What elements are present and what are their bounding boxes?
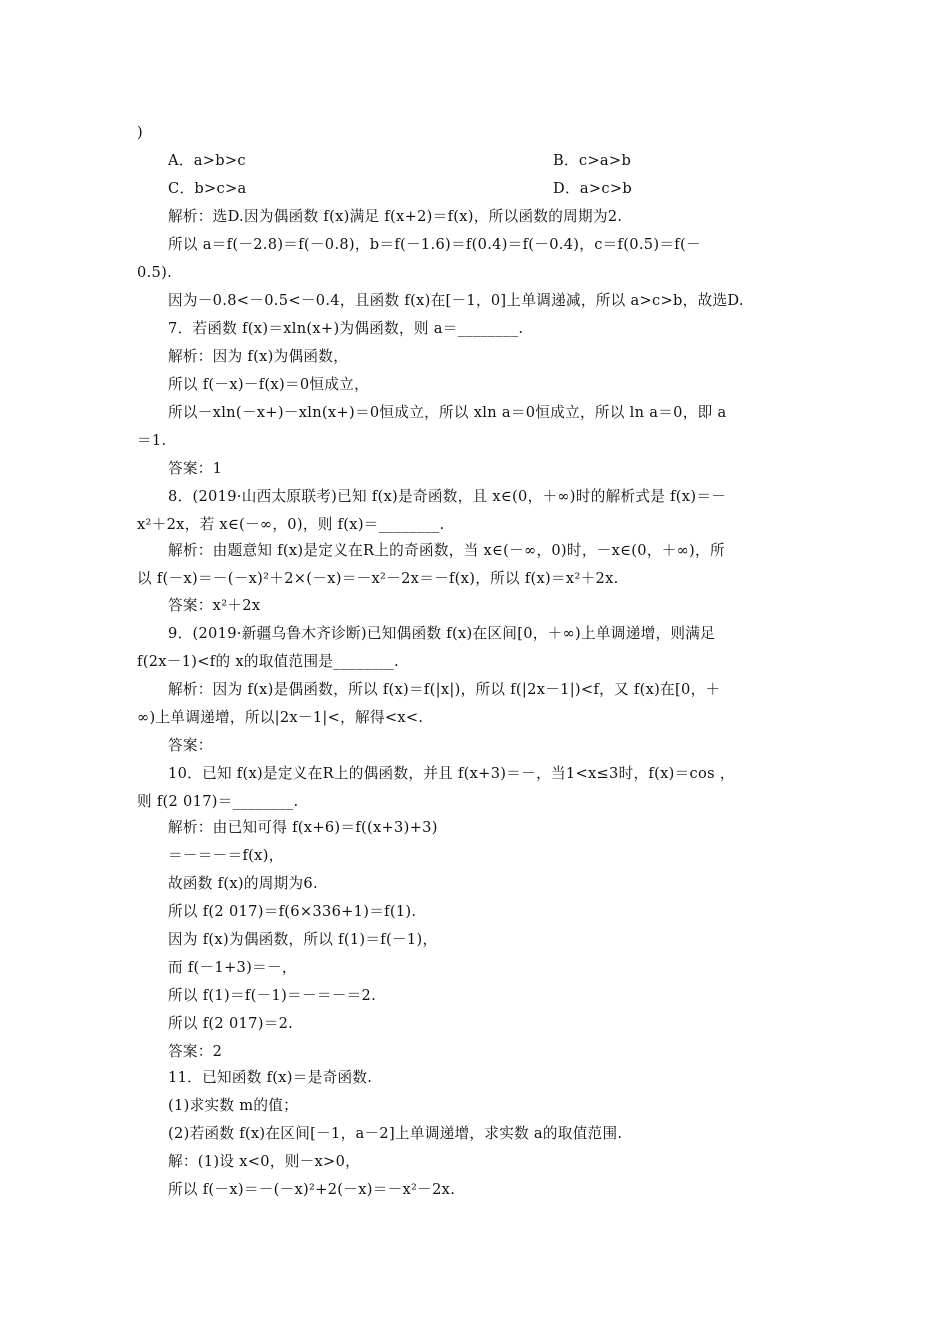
text-line: 解：(1)设 x<0，则－x>0， bbox=[168, 1153, 361, 1170]
text-line: 而 f(－1+3)＝－， bbox=[168, 959, 297, 976]
text-line: ＝1. bbox=[137, 432, 167, 449]
text-line: ∞)上单调递增，所以|2x－1|<，解得<x<. bbox=[137, 709, 424, 726]
text-line: 以 f(－x)＝－(－x)²＋2×(－x)＝－x²－2x＝－f(x)，所以 f(x)＝x²＋2x. bbox=[137, 570, 619, 587]
option-d: D．a>c>b bbox=[553, 180, 633, 197]
text-line: 0.5). bbox=[137, 264, 173, 281]
text-line: 所以 f(2 017)＝2. bbox=[168, 1015, 294, 1032]
answer-line: 答案：2 bbox=[168, 1043, 223, 1060]
text-line: 所以 f(－x)－f(x)＝0恒成立， bbox=[168, 376, 370, 393]
text-line: 解析：因为 f(x)是偶函数，所以 f(x)＝f(|x|)，所以 f(|2x－1|)<f，又 f(x)在[0，＋ bbox=[168, 681, 721, 698]
text-line: (1)求实数 m的值； bbox=[168, 1097, 299, 1114]
text-line: 所以 f(1)＝f(－1)＝－＝－＝2. bbox=[168, 987, 377, 1004]
question-10: 10．已知 f(x)是定义在R上的偶函数，并且 f(x+3)＝－，当1<x≤3时，f(x)＝cos ， bbox=[168, 765, 735, 782]
text-line: 所以－xln(－x+)－xln(x+)＝0恒成立，所以 xln a＝0恒成立，所以 ln a＝0，即 a bbox=[168, 404, 727, 421]
question-8: 8．(2019·山西太原联考)已知 f(x)是奇函数，且 x∈(0，＋∞)时的解析式是 f(x)＝－ bbox=[168, 488, 727, 505]
text-line: 则 f(2 017)＝________. bbox=[137, 793, 299, 810]
text-line: ) bbox=[137, 124, 143, 141]
answer-line: 答案：1 bbox=[168, 460, 223, 477]
text-line: 解析：因为 f(x)为偶函数， bbox=[168, 348, 349, 365]
option-c: C．b>c>a bbox=[168, 180, 247, 197]
text-line: 解析：由已知可得 f(x+6)＝f((x+3)+3) bbox=[168, 819, 438, 836]
question-7: 7．若函数 f(x)＝xln(x+)为偶函数，则 a＝________. bbox=[168, 320, 524, 337]
text-line: 因为 f(x)为偶函数，所以 f(1)＝f(－1)， bbox=[168, 931, 438, 948]
text-line: 所以 f(－x)＝－(－x)²+2(－x)＝－x²－2x. bbox=[168, 1181, 456, 1198]
text-line: x²＋2x，若 x∈(－∞，0)，则 f(x)＝________. bbox=[137, 516, 445, 533]
answer-line: 答案：x²＋2x bbox=[168, 597, 261, 614]
text-line: ＝－＝－＝f(x)， bbox=[168, 847, 284, 864]
text-line: 所以 f(2 017)＝f(6×336+1)＝f(1). bbox=[168, 903, 417, 920]
text-line: 所以 a＝f(－2.8)＝f(－0.8)，b＝f(－1.6)＝f(0.4)＝f(－0.4)，c＝f(0.5)＝f(－ bbox=[168, 236, 701, 253]
text-line: 解析：由题意知 f(x)是定义在R上的奇函数，当 x∈(－∞，0)时，－x∈(0，＋∞)，所 bbox=[168, 542, 725, 559]
text-line: 因为－0.8<－0.5<－0.4，且函数 f(x)在[－1，0]上单调递减，所以 a>c>b，故选D. bbox=[168, 292, 744, 309]
option-b: B．c>a>b bbox=[553, 152, 632, 169]
question-11: 11．已知函数 f(x)＝是奇函数. bbox=[168, 1069, 373, 1086]
question-9: 9．(2019·新疆乌鲁木齐诊断)已知偶函数 f(x)在区间[0，＋∞)上单调递增，则满足 bbox=[168, 625, 716, 642]
answer-line: 答案： bbox=[168, 737, 213, 754]
text-line: 解析：选D.因为偶函数 f(x)满足 f(x+2)＝f(x)，所以函数的周期为2. bbox=[168, 208, 623, 225]
option-a: A．a>b>c bbox=[168, 152, 246, 169]
text-line: f(2x－1)<f的 x的取值范围是________. bbox=[137, 653, 399, 670]
text-line: 故函数 f(x)的周期为6. bbox=[168, 875, 318, 892]
text-line: (2)若函数 f(x)在区间[－1，a－2]上单调递增，求实数 a的取值范围. bbox=[168, 1125, 623, 1142]
